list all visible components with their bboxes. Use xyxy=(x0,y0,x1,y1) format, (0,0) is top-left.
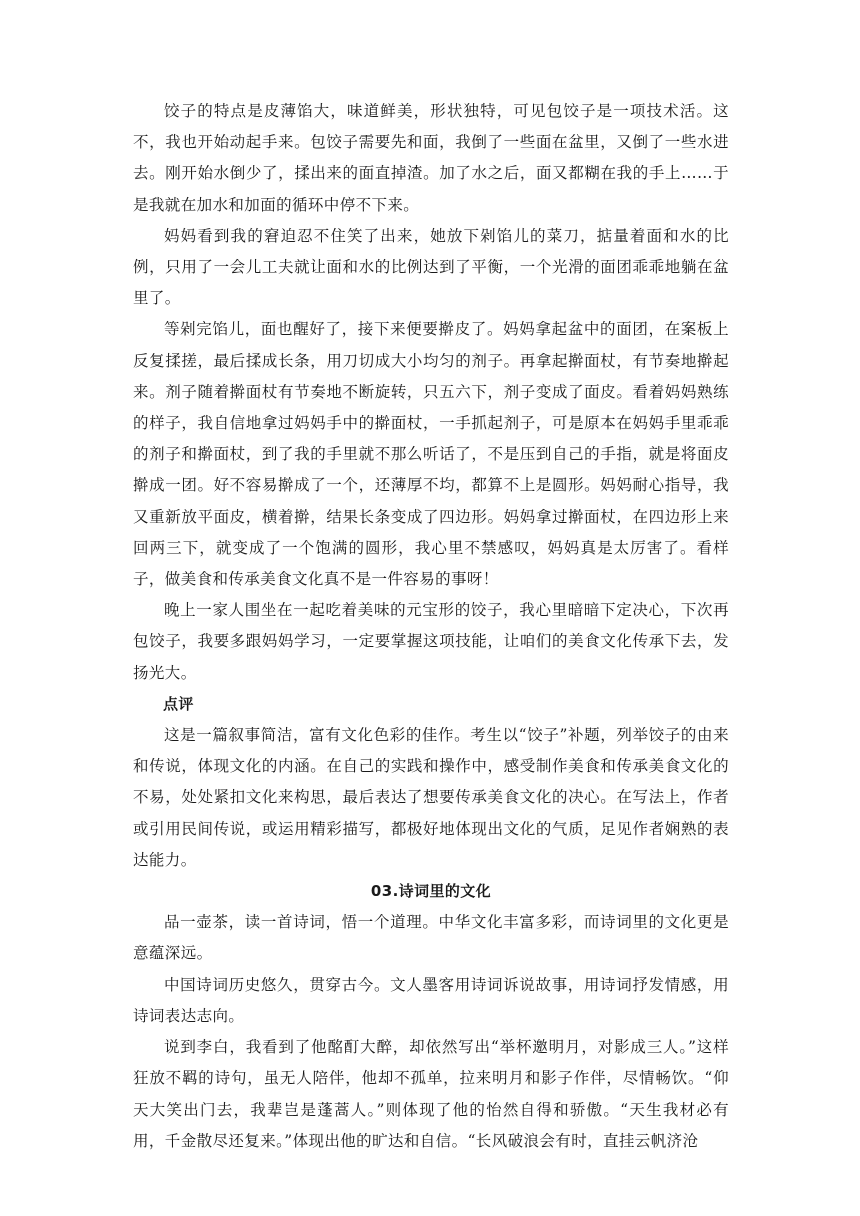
review-text: 这是一篇叙事简洁，富有文化色彩的佳作。考生以“饺子”补题，列举饺子的由来和传说，体现文化的内涵。在自己的实践和操作中，感受制作美食和传承美食文化的不易，处处紧扣文化来构思，最后表达了想要传承美食文化的决心。在写法上，作者或引用民间传说，或运用精彩描写，都极好地体现出文化的气质，足见作者娴熟的表达能力。 xyxy=(133,726,729,869)
essay-paragraph-3: 等剁完馅儿，面也醒好了，接下来便要擀皮了。妈妈拿起盆中的面团，在案板上反复揉搓，最后揉成长条，用刀切成大小均匀的剂子。再拿起擀面杖，有节奏地擀起来。剂子随着擀面杖有节奏地不断旋转，只五六下，剂子变成了面皮。看着妈妈熟练的样子，我自信地拿过妈妈手中的擀面杖，一手抓起剂子，可是原本在妈妈手里乖乖的剂子和擀面杖，到了我的手里就不那么听话了，不是压到自己的手指，就是将面皮擀成一团。好不容易擀成了一个，还薄厚不均，都算不上是圆形。妈妈耐心指导，我又重新放平面皮，横着擀，结果长条变成了四边形。妈妈拿过擀面杖，在四边形上来回两三下，就变成了一个饱满的圆形，我心里不禁感叹，妈妈真是太厉害了。看样子，做美食和传承美食文化真不是一件容易的事呀！ xyxy=(133,320,729,589)
essay-paragraph-4: 晚上一家人围坐在一起吃着美味的元宝形的饺子，我心里暗暗下定决心，下次再包饺子，我要多跟妈妈学习，一定要掌握这项技能，让咱们的美食文化传承下去，发扬光大。 xyxy=(133,601,729,682)
essay-paragraph-2: 妈妈看到我的窘迫忍不住笑了出来，她放下剁馅儿的菜刀，掂量着面和水的比例，只用了一会儿工夫就让面和水的比例达到了平衡，一个光滑的面团乖乖地躺在盆里了。 xyxy=(133,226,729,308)
section-paragraph-2: 中国诗词历史悠久，贯穿古今。文人墨客用诗词诉说故事，用诗词抒发情感，用诗词表达志向。 xyxy=(133,975,729,1025)
section-paragraph-1: 品一壶茶，读一首诗词，悟一个道理。中华文化丰富多彩，而诗词里的文化更是意蕴深远。 xyxy=(133,913,729,963)
section-paragraph-3: 说到李白，我看到了他酩酊大醉，却依然写出“举杯邀明月，对影成三人。”这样狂放不羁的诗句，虽无人陪伴，他却不孤单，拉来明月和影子作伴，尽情畅饮。“仰天大笑出门去，我辈岂是蓬蒿人。”则体现了他的怡然自得和骄傲。“天生我材必有用，千金散尽还复来。”体现出他的旷达和自信。“长风破浪会有时，直挂云帆济沧 xyxy=(133,1038,729,1150)
section-title: 03.诗词里的文化 xyxy=(370,882,492,901)
essay-paragraph-1: 饺子的特点是皮薄馅大，味道鲜美，形状独特，可见包饺子是一项技术活。这不，我也开始动起手来。包饺子需要先和面，我倒了一些面在盆里，又倒了一些水进去。刚开始水倒少了，揉出来的面直掉渣。加了水之后，面又都糊在我的手上……于是我就在加水和加面的循环中停不下来。 xyxy=(133,102,729,214)
document-page xyxy=(133,96,729,1157)
review-label: 点评 xyxy=(163,694,194,713)
